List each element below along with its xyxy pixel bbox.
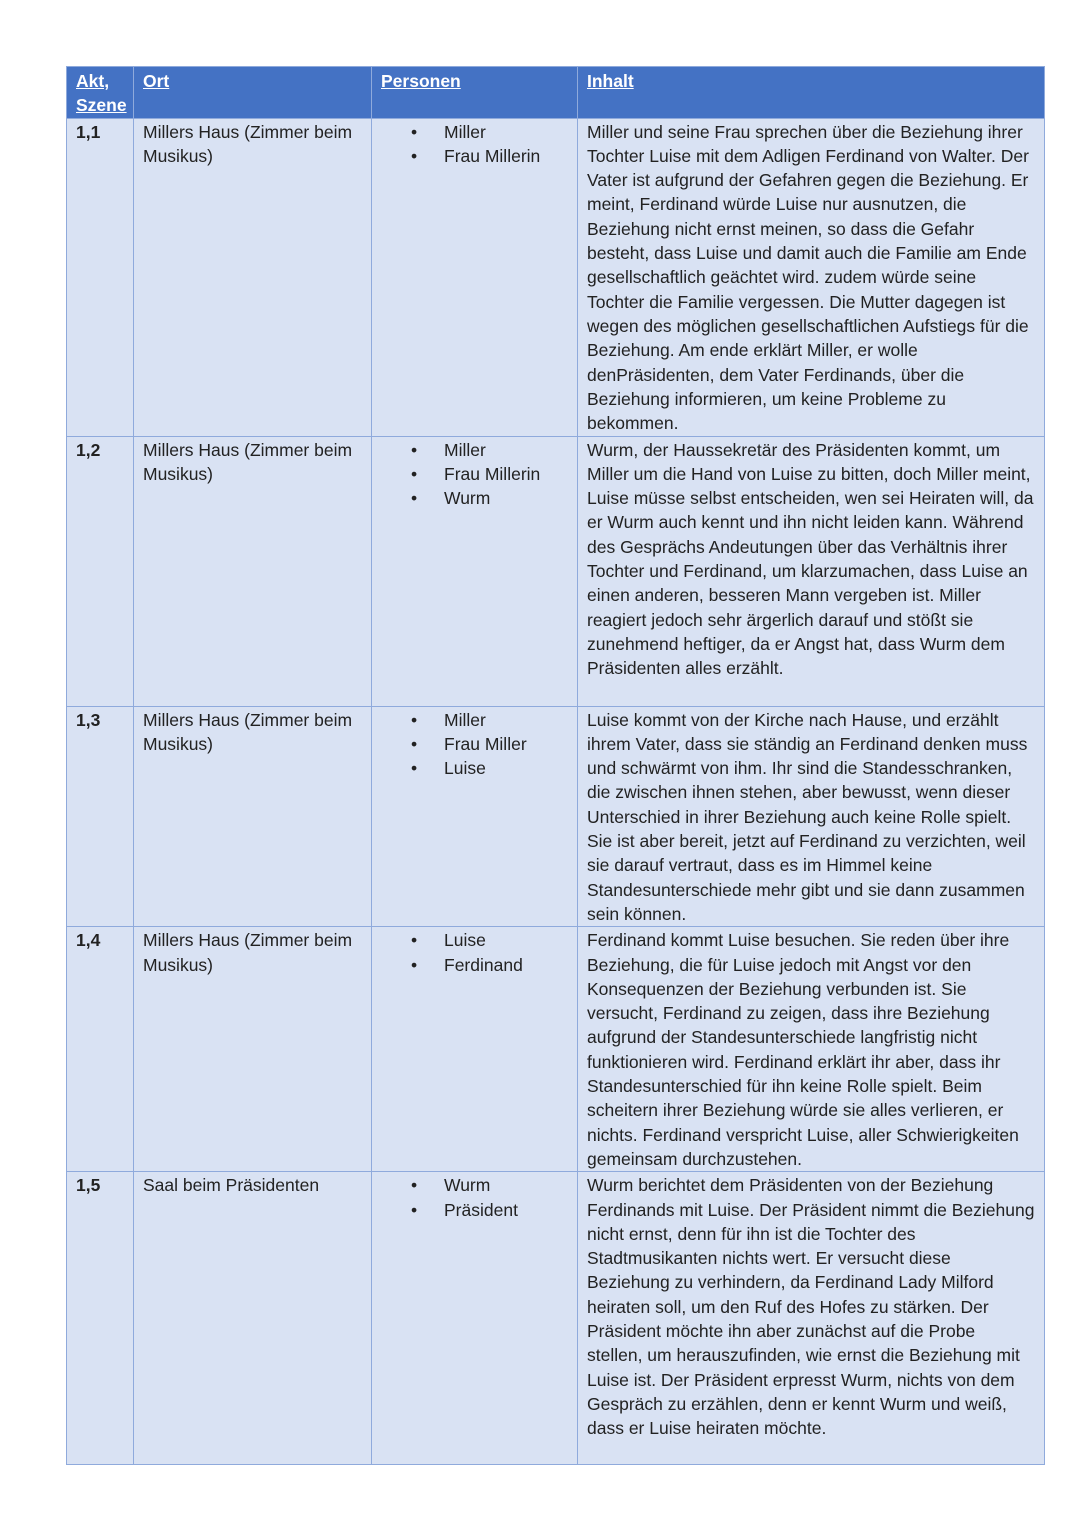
persons-cell (372, 1172, 578, 1465)
person-item: • Miller (444, 120, 568, 144)
person-item: • Wurm (444, 1173, 568, 1197)
table-row (67, 436, 1045, 706)
header-ort: Ort (134, 67, 372, 119)
persons-cell (372, 118, 578, 436)
content-cell: Miller und seine Frau sprechen über die Beziehung ihrer Tochter Luise mit dem Adligen Ferdinand von Walter. Der Vater ist aufgrund der Gefahren gegen die Beziehung. Er meint, Ferdinand würde Luise nur ausnutzen, die Beziehung nicht ernst meinen, so dass die Gefahr besteht, dass Luise und damit auch die Familie am Ende gesellschaftlich geächtet wird. zudem würde seine Tochter die Familie vergessen. Die Mutter dagegen ist wegen des möglichen gesellschaftlichen Aufstiegs für die Beziehung. Am ende erklärt Miller, er wolle denPräsidenten, dem Vater Ferdinands, über die Beziehung informieren, um keine Probleme zu bekommen. (578, 118, 1045, 436)
table-row (67, 118, 1045, 436)
location-cell: Millers Haus (Zimmer beim Musikus) (134, 706, 372, 927)
table-row (67, 706, 1045, 927)
persons-list (381, 928, 568, 977)
persons-list (381, 120, 568, 169)
scene-number: 1,1 (67, 118, 134, 436)
person-item: • Ferdinand (444, 953, 568, 977)
content-cell: Wurm, der Haussekretär des Präsidenten kommt, um Miller um die Hand von Luise zu bitten, doch Miller meint, Luise müsse selbst entscheiden, wen sei Heiraten will, da er Wurm auch kennt und ihn nicht leiden kann. Während des Gesprächs Andeutungen über das Verhältnis ihrer Tochter und Ferdinand, um klarzumachen, dass Luise an einen anderen, besseren Mann vergeben ist. Miller reagiert jedoch sehr ärgerlich darauf und stößt sie zunehmend heftiger, da er Angst hat, dass Wurm dem Präsidenten alles erzählt. (578, 436, 1045, 706)
persons-list (381, 438, 568, 511)
header-akt-szene (67, 67, 134, 119)
table-header-row (67, 67, 1045, 119)
person-item: • Luise (444, 928, 568, 952)
person-item: • Miller (444, 708, 568, 732)
persons-list (381, 1173, 568, 1222)
scene-summary-table (66, 66, 1045, 1465)
table-row (67, 927, 1045, 1172)
person-item: • Luise (444, 756, 568, 780)
person-item: • Frau Millerin (444, 462, 568, 486)
scene-number: 1,2 (67, 436, 134, 706)
content-cell: Wurm berichtet dem Präsidenten von der Beziehung Ferdinands mit Luise. Der Präsident nimmt die Beziehung nicht ernst, denn für ihn ist die Tochter des Stadtmusikanten nichts wert. Er versucht diese Beziehung zu verhindern, da Ferdinand Lady Milford heiraten soll, um den Ruf des Hofes zu stärken. Der Präsident möchte ihn aber zunächst auf die Probe stellen, um herauszufinden, wie ernst die Beziehung mit Luise ist. Der Präsident erpresst Wurm, nichts von dem Gespräch zu erzählen, denn er kennt Wurm und weiß, dass er Luise heiraten möchte. (578, 1172, 1045, 1465)
header-szene-line: Szene (76, 95, 127, 116)
location-cell: Millers Haus (Zimmer beim Musikus) (134, 927, 372, 1172)
scene-number: 1,3 (67, 706, 134, 927)
persons-cell (372, 927, 578, 1172)
location-cell: Saal beim Präsidenten (134, 1172, 372, 1465)
location-cell: Millers Haus (Zimmer beim Musikus) (134, 436, 372, 706)
header-inhalt: Inhalt (578, 67, 1045, 119)
person-item: • Frau Miller (444, 732, 568, 756)
content-cell: Luise kommt von der Kirche nach Hause, und erzählt ihrem Vater, dass sie ständig an Ferdinand denken muss und schwärmt von ihm. Ihr sind die Standesschranken, die zwischen ihnen stehen, aber bewusst, wenn dieser Unterschied in ihrer Beziehung auch keine Rolle spielt. Sie ist aber bereit, jetzt auf Ferdinand zu verzichten, weil sie darauf vertraut, dass es im Himmel keine Standesunterschiede mehr gibt und sie dann zusammen sein können. (578, 706, 1045, 927)
header-akt-line: Akt, (76, 71, 110, 91)
scene-number: 1,5 (67, 1172, 134, 1465)
persons-list (381, 708, 568, 781)
persons-cell (372, 436, 578, 706)
scene-number: 1,4 (67, 927, 134, 1172)
header-personen: Personen (372, 67, 578, 119)
person-item: • Miller (444, 438, 568, 462)
content-cell: Ferdinand kommt Luise besuchen. Sie reden über ihre Beziehung, die für Luise jedoch mit Angst vor den Konsequenzen der Beziehung verbunden ist. Sie versucht, Ferdinand zu zeigen, dass ihre Beziehung aufgrund der Standesunterschiede langfristig nicht funktionieren wird. Ferdinand erklärt ihr aber, dass ihr Standesunterschied für ihn keine Rolle spielt. Beim scheitern ihrer Beziehung würde sie alles verlieren, er nichts. Ferdinand verspricht Luise, aller Schwierigkeiten gemeinsam durchzustehen. (578, 927, 1045, 1172)
table-row (67, 1172, 1045, 1465)
persons-cell (372, 706, 578, 927)
person-item: • Wurm (444, 486, 568, 510)
person-item: • Frau Millerin (444, 144, 568, 168)
location-cell: Millers Haus (Zimmer beim Musikus) (134, 118, 372, 436)
person-item: • Präsident (444, 1198, 568, 1222)
